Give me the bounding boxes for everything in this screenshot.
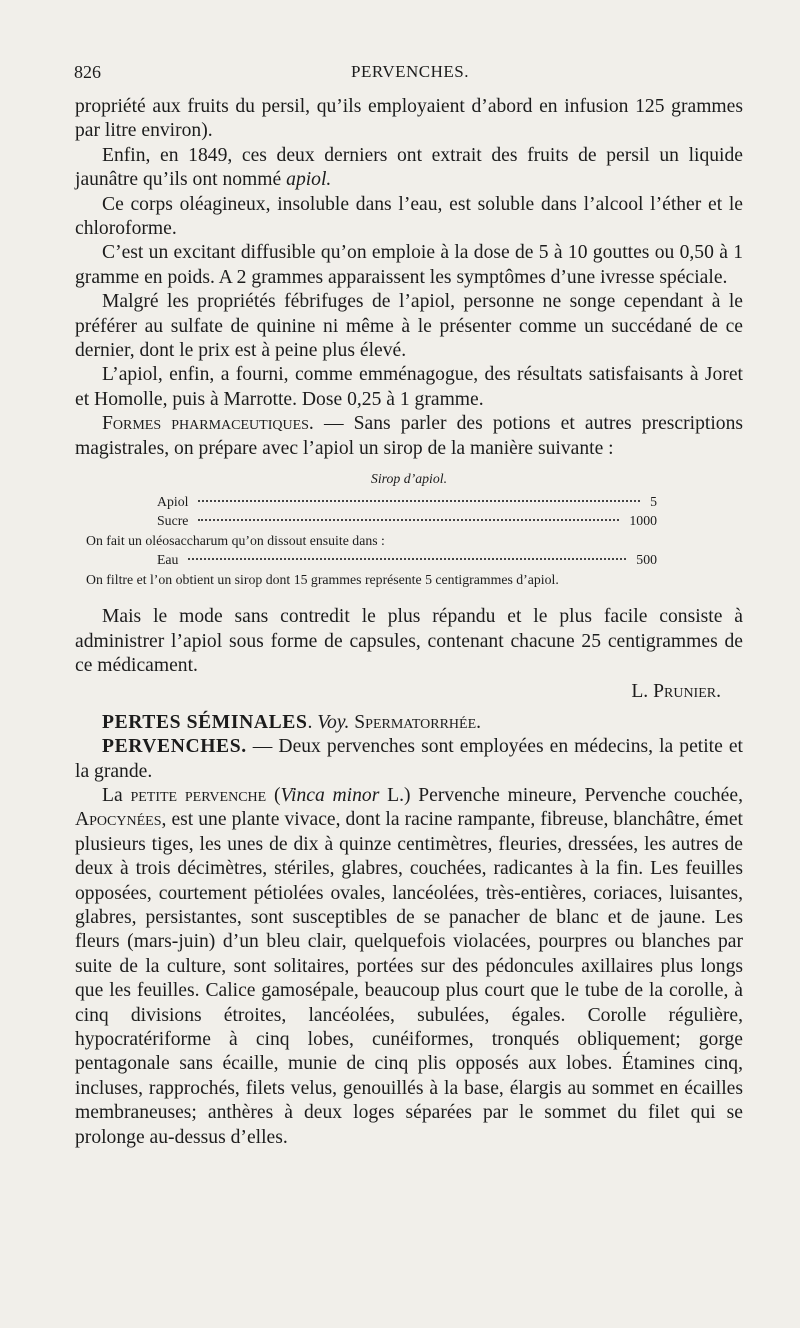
text: .	[307, 711, 318, 733]
recipe-note: On fait un oléosaccharum qu’on dissout ensuite dans :	[86, 532, 385, 548]
ingredient-name: Sucre	[157, 513, 189, 529]
page-title: PERVENCHES.	[351, 62, 469, 81]
text: , est une plante vivace, dont la racine rampante, fibreuse, blanchâtre, émet plusieurs tiges, les unes de dix à quinze centimètres, fleuries, dressées, les autres de deux à trois décimètres, stériles, glabres, couchées, radicantes à la fin. Les feuilles opposées, courtement pétiolées ovales, lancéolées, très-entières, coriaces, luisantes, glabres, persistantes, sont susceptibles de se panacher de blanc et de jaune. Les fleurs (mars-juin) d’un bleu clair, quelquefois violacées, pourpres ou blanches par suite de la culture, sont solitaires, portées sur des pédoncules axillaires plus longs que les feuilles. Calice gamosépale, beaucoup plus court que le tube de la corolle, à cinq divisions étroites, lancéolées, subulées, égales. Corolle régulière, hypocratériforme à cinq lobes, cunéiformes, tronqués obliquement; gorge pentagonale sans écaille, munie de cinq plis opposés aux lobes. Étamines cinq, incluses, rapprochés, filets velus, genouillés à la base, élargis au sommet en écailles membraneuses; anthères à deux loges séparées par le sommet du filet qui se prolonge au-dessus d’elles.	[75, 809, 743, 1148]
small-caps-term: petite pervenche	[130, 784, 267, 806]
entry-paragraph	[75, 735, 743, 784]
italic-term: Vinca minor	[280, 784, 380, 806]
italic-term: apiol.	[286, 169, 332, 191]
paragraph: Malgré les propriétés fébrifuges de l’apiol, personne ne songe cependant à le préférer au sulfate de quinine ni même à le présenter comme un succédané de ce dernier, dont le prix est à peine plus élevé.	[75, 291, 743, 362]
paragraph: Mais le mode sans contredit le plus répandu et le plus facile consiste à administrer l’apiol sous forme de capsules, contenant chacune 25 centigrammes de ce médicament.	[75, 606, 743, 676]
recipe-note: On filtre et l’on obtient un sirop dont 15 grammes représente 5 centigrammes d’apiol.	[86, 571, 559, 587]
text: La	[102, 784, 131, 806]
paragraph	[75, 412, 743, 461]
ingredient-row	[75, 511, 743, 531]
entry-headword: PERVENCHES.	[102, 736, 247, 758]
paragraph	[75, 144, 743, 193]
text: — Sans parler des potions et autres prescriptions magistrales, on prépare avec l’apiol un sirop de la manière suivante :	[75, 413, 744, 459]
paragraph: L’apiol, enfin, a fourni, comme emménagogue, des résultats satisfaisants à Joret et Homolle, puis à Marrotte. Dose 0,25 à 1 gramme.	[75, 364, 743, 410]
signature-text: L. Prunier.	[631, 681, 721, 703]
text: Enfin, en 1849, ces deux derniers ont extrait des fruits de persil un liquide jaunâtre qu’ils ont nommé	[75, 144, 743, 191]
text: L.) Pervenche mineure, Pervenche couchée,	[379, 784, 743, 806]
dot-leader	[198, 500, 640, 502]
author-signature	[75, 680, 743, 704]
page-body	[75, 95, 743, 1150]
cross-reference: Spermatorrhée.	[354, 711, 482, 733]
ingredient-name: Apiol	[157, 493, 189, 509]
ingredient-qty: 5	[650, 493, 657, 509]
cross-reference-entry	[75, 711, 743, 735]
text: — Deux pervenches sont employées en médecins, la petite et la grande.	[75, 736, 743, 782]
text: (	[266, 784, 281, 806]
ingredient-qty: 500	[636, 552, 657, 568]
entry-headword: PERTES SÉMINALES	[102, 711, 308, 733]
page-number: 826	[74, 62, 101, 82]
dot-leader	[188, 558, 626, 560]
italic-term: Voy.	[317, 711, 350, 733]
ingredient-qty: 1000	[629, 513, 657, 529]
small-caps-term: Apocynées	[75, 809, 162, 831]
recipe-block	[75, 469, 743, 589]
ingredient-name: Eau	[157, 552, 179, 568]
dot-leader	[198, 519, 619, 521]
paragraph: Ce corps oléagineux, insoluble dans l’eau, est soluble dans l’alcool l’éther et le chloroforme.	[75, 193, 743, 240]
paragraph	[75, 784, 743, 1150]
ingredient-row	[75, 492, 743, 512]
ingredient-row	[75, 550, 743, 570]
running-header	[74, 62, 746, 88]
paragraph: C’est un excitant diffusible qu’on emploie à la dose de 5 à 10 gouttes ou 0,50 à 1 gramme en poids. A 2 grammes apparaissent les symptômes d’une ivresse spéciale.	[75, 242, 743, 288]
section-label: Formes pharmaceutiques.	[102, 413, 314, 435]
recipe-title: Sirop d’apiol.	[370, 471, 448, 487]
paragraph: propriété aux fruits du persil, qu’ils employaient d’abord en infusion 125 grammes par litre environ).	[75, 96, 743, 142]
